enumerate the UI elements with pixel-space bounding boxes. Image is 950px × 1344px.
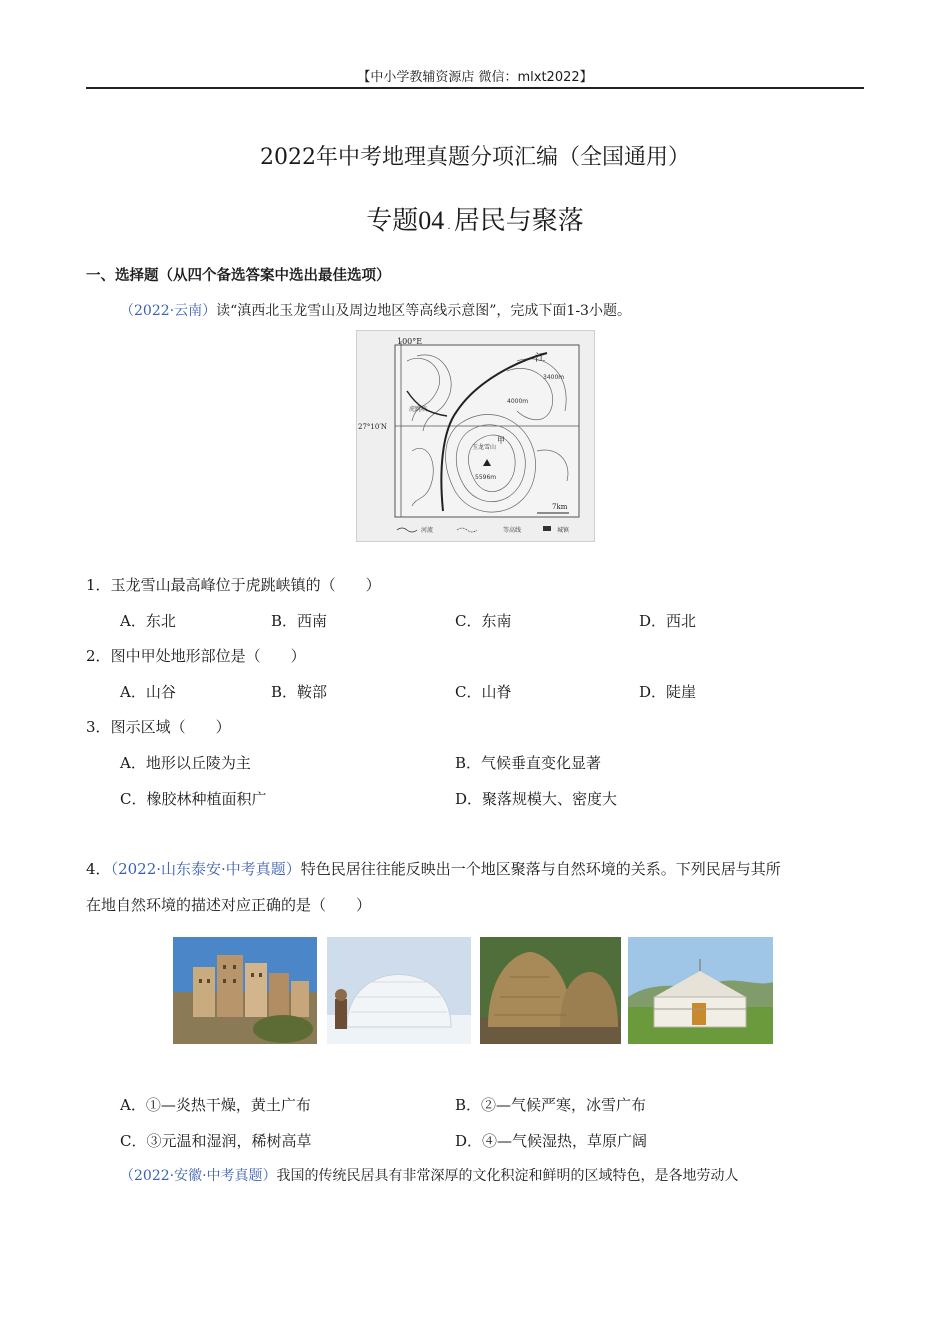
contour-map [357,331,594,541]
photo-yurt [628,937,773,1044]
question-number: 2 [86,647,96,665]
group1-intro [120,300,631,320]
q3-option-d[interactable]: D．聚落规模大、密度大 [455,790,618,808]
question-4: 4．（2022·山东泰安·中考真题）特色民居往往能反映出一个地区聚落与自然环境的关系。下列民居与其所 [86,860,781,878]
map-legend-contour: 等高线 [503,527,522,534]
group5-text: 我国的传统民居具有非常深厚的文化积淀和鲜明的区域特色，是各地劳动人 [276,1168,739,1184]
section-heading: 一、选择题（从四个备选答案中选出最佳选项） [86,268,391,284]
q2-option-a[interactable]: A．山谷 [120,683,176,701]
q4-option-b[interactable]: B．②—气候严寒，冰雪广布 [455,1096,647,1114]
map-legend-river: 河流 [421,527,434,534]
q2-option-d[interactable]: D．陡崖 [639,683,697,701]
q3-option-a[interactable]: A．地形以丘陵为主 [120,754,251,772]
topic-name: 居民与聚落 [453,206,584,236]
document-title: 2022年中考地理真题分项汇编（全国通用） [260,145,690,170]
question-number: 1 [86,576,96,594]
question-number: 4 [86,860,96,878]
map-contour-label-2: 4000m [507,398,529,405]
contour-map-figure [356,330,595,542]
q2-option-c[interactable]: C．山脊 [455,683,512,701]
q2-option-b[interactable]: B．鞍部 [271,683,328,701]
question-2: 2．图中甲处地形部位是（ ） [86,647,306,665]
map-lon-label: 100°E [397,337,423,346]
q1-option-a[interactable]: A．东北 [120,612,176,630]
q4-option-a[interactable]: A．①—炎热干燥，黄土广布 [120,1096,311,1114]
map-place-label-1: 虎跳峡 [409,406,428,413]
map-place-label-3: 甲 [497,436,505,445]
q4-option-d[interactable]: D．④—气候湿热，草原广阔 [455,1132,648,1150]
map-legend-town: 城镇 [557,527,570,534]
question-source: （2022·山东泰安·中考真题） [110,860,301,878]
map-contour-label-3: 5596m [475,474,497,481]
question-1: 1．玉龙雪山最高峰位于虎跳峡镇的（ ） [86,576,381,594]
question-stem: 玉龙雪山最高峰位于虎跳峡镇的（ ） [110,576,381,594]
page-header: 【中小学教辅资源店 微信：mlxt2022】 [357,70,593,85]
header-rule [86,87,864,89]
map-lat-label: 27°10′N [358,423,388,431]
question-stem: 图中甲处地形部位是（ ） [110,647,306,665]
map-contour-label-1: 3400m [543,374,565,381]
topic-number: 04 [418,206,445,235]
photo-grass-huts [480,937,621,1044]
group5-source: （2022·安徽·中考真题） [120,1168,277,1184]
q3-option-c[interactable]: C．橡胶林种植面积广 [120,790,267,808]
topic-prefix: 专题 [366,206,419,236]
q1-option-b[interactable]: B．西南 [271,612,328,630]
map-river-char: 江 [535,353,545,364]
q1-option-c[interactable]: C．东南 [455,612,512,630]
topic-title [0,200,950,237]
question-4-stem-line-2: 在地自然环境的描述对应正确的是（ ） [86,896,372,914]
question-3: 3．图示区域（ ） [86,718,231,736]
group1-text: 读“滇西北玉龙雪山及周边地区等高线示意图”，完成下面1-3小题。 [216,303,631,319]
group5-intro [120,1165,860,1185]
q4-option-c[interactable]: C．③元温和湿润，稀树高草 [120,1132,312,1150]
photo-igloo [327,937,471,1044]
q1-option-d[interactable]: D．西北 [639,612,697,630]
q3-option-b[interactable]: B．气候垂直变化显著 [455,754,602,772]
question-stem: 图示区域（ ） [110,718,231,736]
map-scale: 7km [552,503,568,511]
question-stem-line-1: 特色民居往往能反映出一个地区聚落与自然环境的关系。下列民居与其所 [300,860,781,878]
map-place-label-2: 玉龙雪山 [472,444,497,451]
question-number: 3 [86,718,96,736]
topic-separator-dot: . [444,221,454,232]
group1-source: （2022·云南） [120,303,217,319]
photo-stone-houses [173,937,317,1044]
